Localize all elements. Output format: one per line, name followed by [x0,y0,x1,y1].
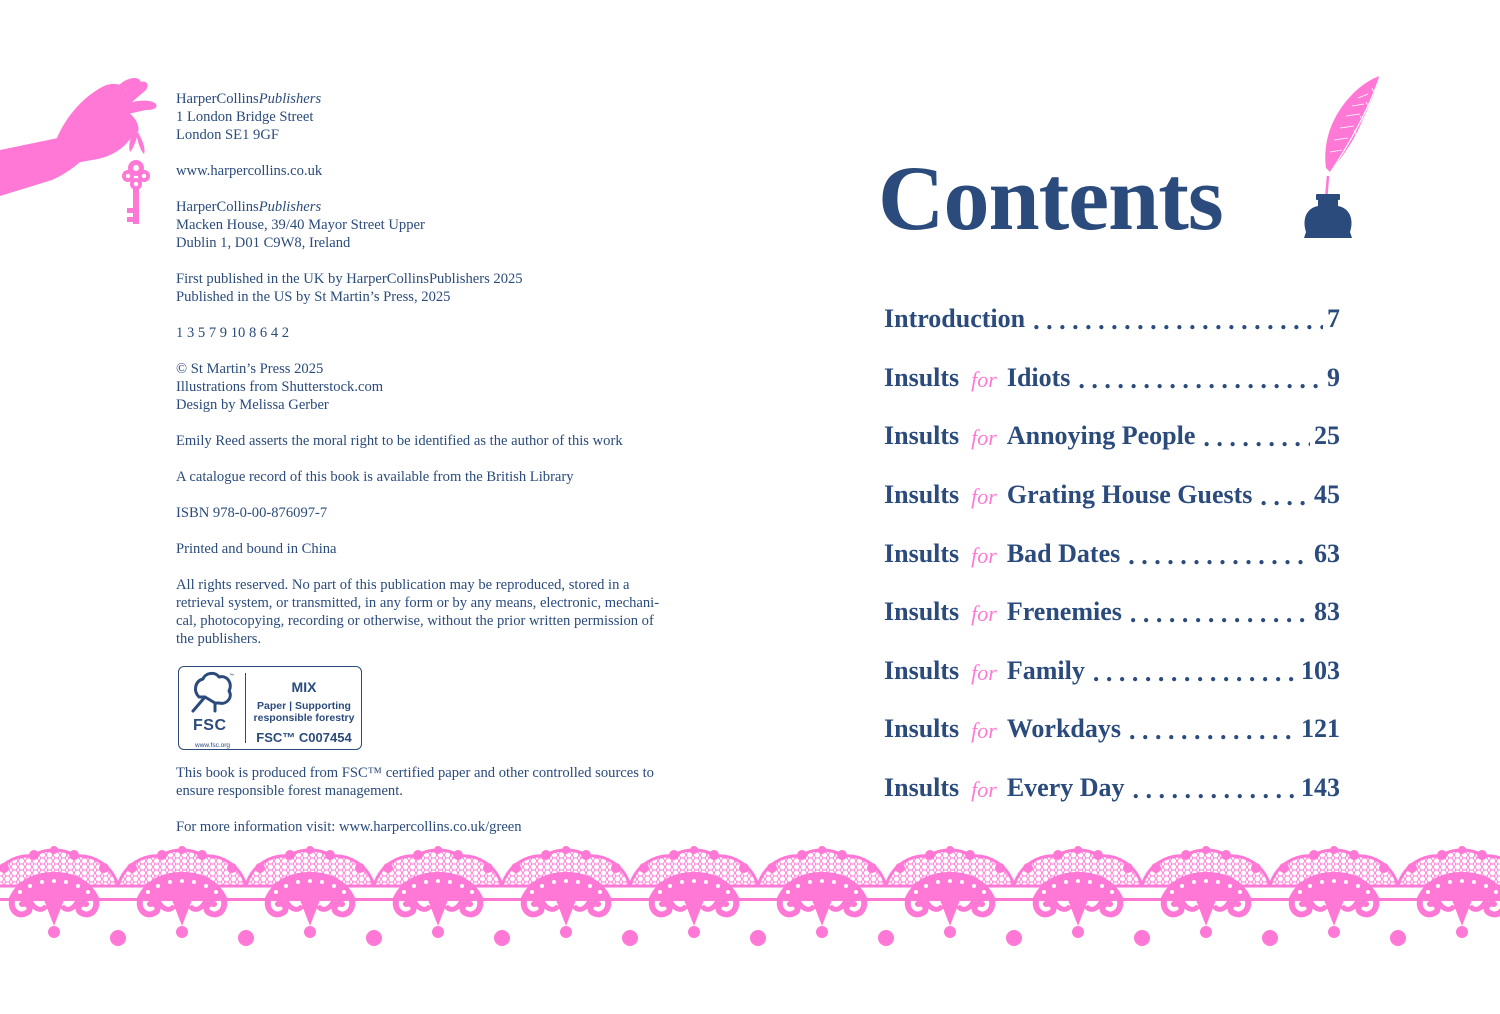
toc-leader-dots [1093,658,1297,688]
toc-entry-workdays[interactable] [884,700,1340,759]
toc-entry-prefix: Insults [884,773,960,803]
toc-entry-for: for [971,777,997,803]
first-published: First published in the UK by HarperCollinsPublishers 2025 [176,271,523,287]
publisher-ireland-city-line: Dublin 1, D01 C9W8, Ireland [176,235,351,251]
toc-entry-title: Family [1006,655,1085,685]
toc-entry-page: 121 [1301,714,1340,744]
toc-leader-dots [1260,482,1310,512]
fsc-site: www.fsc.org [195,742,231,749]
printed-in: Printed and bound in China [176,541,337,557]
toc-leader-dots [1129,716,1297,746]
toc-entry-page: 103 [1301,655,1340,685]
toc-entry-title: Workdays [1006,714,1121,744]
fsc-divider [245,673,246,743]
catalogue-record: A catalogue record of this book is available from the British Library [176,469,574,485]
fsc-tree-icon [185,671,239,717]
toc-entry-frenemies[interactable] [884,583,1340,642]
toc-entry-title: Idiots [1006,362,1071,392]
svg-text:™: ™ [229,673,234,679]
toc-entry-bad-dates[interactable] [884,524,1340,583]
publisher-uk [176,90,706,144]
toc-leader-dots [1033,306,1323,336]
table-of-contents [884,290,1340,817]
toc-entry-prefix: Insults [884,538,960,568]
fsc-code: FSC™ C007454 [256,730,352,745]
publisher-ireland [176,198,706,252]
us-published: Published in the US by St Martin’s Press, 2025 [176,289,451,305]
design-credit: Design by Melissa Gerber [176,397,329,413]
hand-holding-key-icon [0,72,165,232]
toc-entry-idiots[interactable] [884,349,1340,408]
toc-entry-page: 143 [1301,773,1340,803]
publisher-website: www.harpercollins.co.uk [176,163,323,179]
toc-leader-dots [1133,775,1297,805]
toc-entry-for: for [971,425,997,451]
toc-entry-title: Bad Dates [1006,538,1121,568]
fsc-logo [178,666,362,750]
toc-entry-page: 7 [1327,304,1340,334]
fsc-brand: FSC [193,717,227,734]
toc-entry-every-day[interactable] [884,759,1340,818]
toc-entry-title: Introduction [884,304,1026,334]
publisher-ireland-address-line: Macken House, 39/40 Mayor Street Upper [176,217,425,233]
publisher-uk-city-line: London SE1 9GF [176,127,279,143]
print-line: 1 3 5 7 9 10 8 6 4 2 [176,325,290,341]
toc-leader-dots [1130,599,1310,629]
toc-entry-page: 25 [1314,421,1340,451]
toc-leader-dots [1203,423,1310,453]
moral-right-statement: Emily Reed asserts the moral right to be identified as the author of this work [176,433,623,449]
toc-entry-annoying-people[interactable] [884,407,1340,466]
quill-and-inkwell-icon [1296,72,1386,244]
contents-title: Contents [878,147,1223,249]
toc-entry-family[interactable] [884,642,1340,701]
isbn: ISBN 978-0-00-876097-7 [176,505,328,521]
toc-entry-title: Annoying People [1006,421,1196,451]
toc-entry-page: 9 [1327,362,1340,392]
toc-leader-dots [1128,541,1310,571]
toc-entry-prefix: Insults [884,421,960,451]
toc-entry-prefix: Insults [884,714,960,744]
toc-leader-dots [1078,365,1323,395]
toc-entry-for: for [971,366,997,392]
imprint-block [176,90,706,854]
toc-entry-page: 63 [1314,538,1340,568]
toc-entry-for: for [971,484,997,510]
toc-entry-title: Every Day [1006,773,1125,803]
toc-entry-title: Grating House Guests [1006,480,1253,510]
toc-entry-for: for [971,718,997,744]
fsc-mix: MIX [291,679,317,695]
toc-entry-prefix: Insults [884,597,960,627]
toc-entry-prefix: Insults [884,480,960,510]
lace-border [0,838,1500,950]
publisher-uk-name: HarperCollinsPublishers [176,91,322,107]
fsc-note: This book is produced from FSC™ certified paper and other controlled sources to ensure responsible forest management. [176,765,654,799]
toc-entry-introduction[interactable] [884,290,1340,349]
toc-entry-title: Frenemies [1006,597,1122,627]
toc-entry-for: for [971,659,997,685]
toc-entry-prefix: Insults [884,362,960,392]
fsc-paper-label: Paper | Supporting responsible forestry [253,700,355,724]
toc-entry-for: for [971,542,997,568]
toc-entry-grating-house-guests[interactable] [884,466,1340,525]
toc-entry-page: 83 [1314,597,1340,627]
copyright-line: © St Martin’s Press 2025 [176,361,324,377]
toc-entry-prefix: Insults [884,655,960,685]
toc-entry-for: for [971,601,997,627]
publisher-uk-address-line: 1 London Bridge Street [176,109,314,125]
rights-statement: All rights reserved. No part of this publication may be reproduced, stored in a retrieval system, or transmitted, in any form or by any means, electronic, mechani- cal, photocopying, recording or otherwise, without the prior written permission of the publishers. [176,577,660,647]
illustrations-credit: Illustrations from Shutterstock.com [176,379,384,395]
toc-entry-page: 45 [1314,480,1340,510]
more-info: For more information visit: www.harpercollins.co.uk/green [176,819,522,835]
publisher-ireland-name: HarperCollinsPublishers [176,199,322,215]
